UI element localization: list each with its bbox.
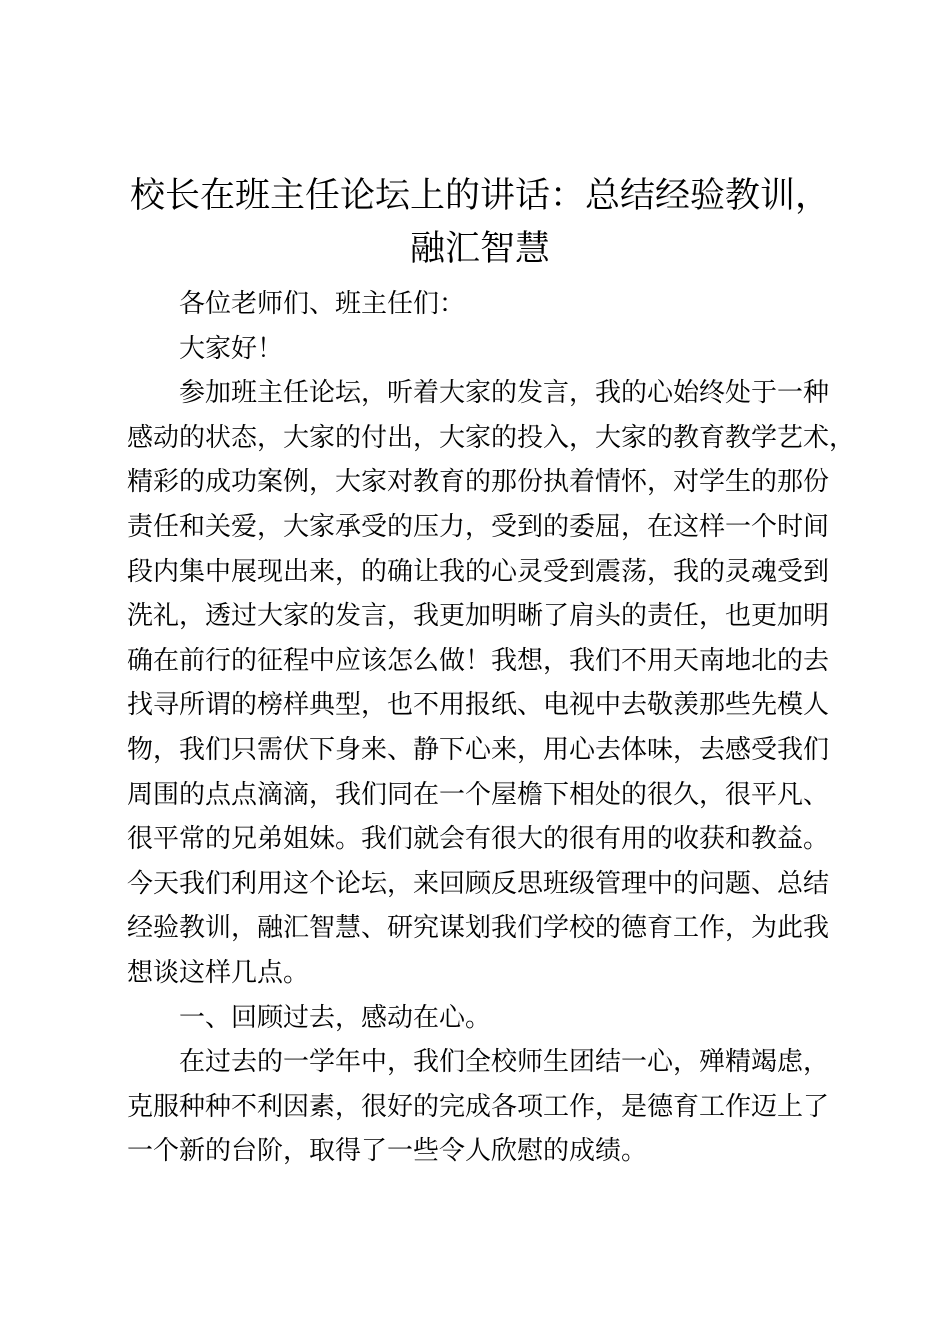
text-line: 精彩的成功案例，大家对教育的那份执着情怀，对学生的那份	[127, 467, 830, 498]
text-line: 责任和关爱，大家承受的压力，受到的委屈，在这样一个时间	[127, 511, 830, 542]
document-title	[120, 170, 840, 276]
document-body	[127, 282, 856, 1174]
text-line: 周围的点点滴滴，我们同在一个屋檐下相处的很久，很平凡、	[127, 779, 830, 810]
paragraph-1	[127, 371, 856, 995]
greeting	[127, 327, 837, 372]
text-line: 段内集中展现出来，的确让我的心灵受到震荡，我的灵魂受到	[127, 556, 830, 587]
text-line: 在过去的一学年中，我们全校师生团结一心，殚精竭虑，	[179, 1047, 830, 1078]
text-line: 很平常的兄弟姐妹。我们就会有很大的很有用的收获和教益。	[127, 824, 830, 855]
text-line: 洗礼，透过大家的发言，我更加明晰了肩头的责任，也更加明	[127, 601, 830, 632]
section-heading-1	[127, 996, 837, 1041]
title-line: 融汇智慧	[409, 229, 550, 269]
text-line: 一个新的台阶，取得了一些令人欣慰的成绩。	[127, 1136, 648, 1167]
text-line: 想谈这样几点。	[127, 957, 310, 988]
salutation	[127, 282, 837, 327]
text-line: 大家好！	[179, 333, 284, 364]
title-line: 校长在班主任论坛上的讲话：总结经验教训，	[129, 176, 830, 216]
text-line: 确在前行的征程中应该怎么做！我想，我们不用天南地北的去	[127, 645, 830, 676]
text-line: 物，我们只需伏下身来、静下心来，用心去体味，去感受我们	[127, 734, 830, 765]
text-line: 找寻所谓的榜样典型，也不用报纸、电视中去敬羡那些先模人	[127, 690, 830, 721]
text-line: 克服种种不利因素，很好的完成各项工作，是德育工作迈上了	[127, 1091, 830, 1122]
text-line: 今天我们利用这个论坛，来回顾反思班级管理中的问题、总结	[127, 868, 830, 899]
text-line: 一、回顾过去，感动在心。	[179, 1002, 492, 1033]
text-line: 参加班主任论坛，听着大家的发言，我的心始终处于一种	[179, 378, 830, 409]
text-line: 各位老师们、班主任们：	[179, 289, 466, 319]
text-line: 经验教训，融汇智慧、研究谋划我们学校的德育工作，为此我	[127, 913, 830, 944]
paragraph-2	[127, 1040, 837, 1174]
text-line: 感动的状态，大家的付出，大家的投入，大家的教育教学艺术，	[127, 422, 856, 453]
